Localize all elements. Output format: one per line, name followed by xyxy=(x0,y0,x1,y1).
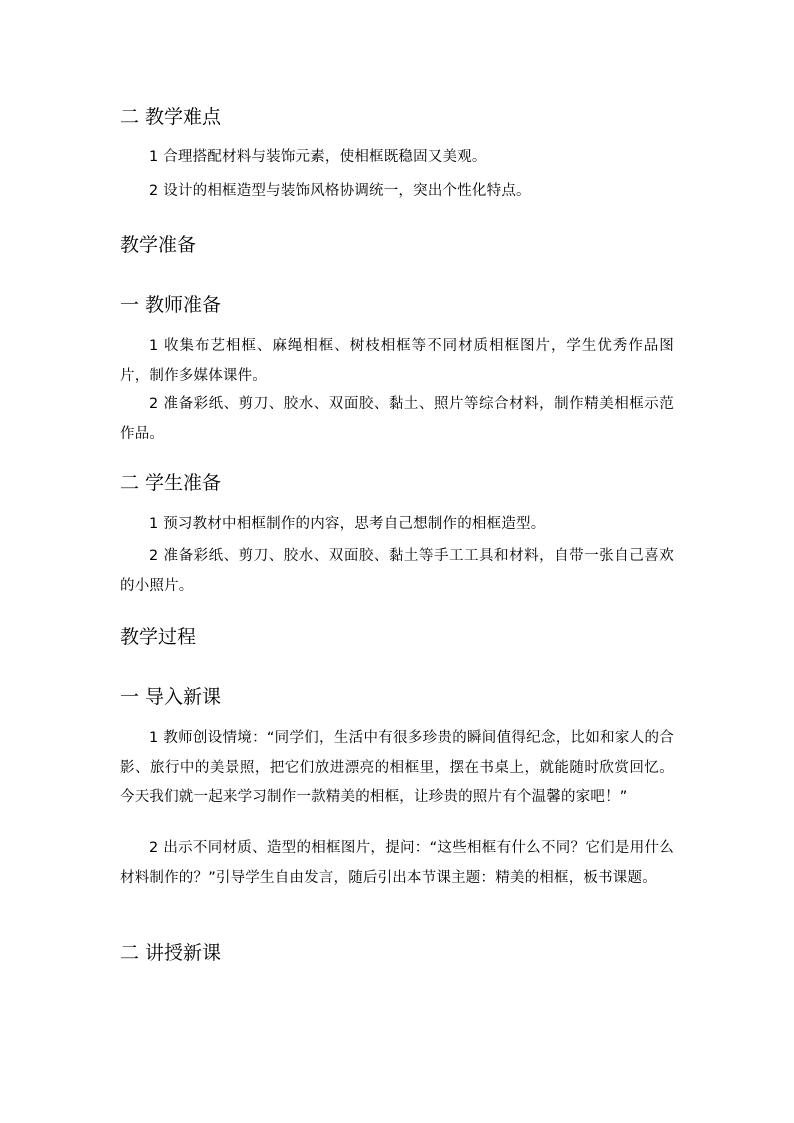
subsection-heading-intro: 一 导入新课 xyxy=(120,686,222,708)
section-heading-process: 教学过程 xyxy=(120,626,197,648)
teacher-prep-item-1: 1 收集布艺相框、麻绳相框、树枝相框等不同材质相框图片，学生优秀作品图片，制作多媒体课件。 xyxy=(120,338,674,384)
intro-item-2: 2 出示不同材质、造型的相框图片，提问：“这些相框有什么不同？它们是用什么材料制作的？”引导学生自由发言，随后引出本节课主题：精美的相框，板书课题。 xyxy=(120,840,674,886)
subsection-heading-teacher-preparation: 一 教师准备 xyxy=(120,294,222,316)
section-heading-preparation: 教学准备 xyxy=(120,234,197,256)
intro-item-1: 1 教师创设情境：“同学们，生活中有很多珍贵的瞬间值得纪念，比如和家人的合影、旅行中的美景照，把它们放进漂亮的相框里，摆在书桌上，就能随时欣赏回忆。今天我们就一起来学习制作一款精美的相框，让珍贵的照片有个温馨的家吧！” xyxy=(120,730,674,805)
student-prep-item-2: 2 准备彩纸、剪刀、胶水、双面胶、黏土等手工工具和材料，自带一张自己喜欢的小照片。 xyxy=(120,548,674,594)
section-heading-teaching-difficulties: 二 教学难点 xyxy=(120,106,222,128)
subsection-heading-student-preparation: 二 学生准备 xyxy=(120,472,222,494)
subsection-heading-new-lesson: 二 讲授新课 xyxy=(120,942,222,964)
teacher-prep-item-2: 2 准备彩纸、剪刀、胶水、双面胶、黏土、照片等综合材料，制作精美相框示范作品。 xyxy=(120,396,674,442)
difficulty-item-1: 1 合理搭配材料与装饰元素，使相框既稳固又美观。 xyxy=(149,149,487,165)
difficulty-item-2: 2 设计的相框造型与装饰风格协调统一，突出个性化特点。 xyxy=(149,183,531,199)
student-prep-item-1: 1 预习教材中相框制作的内容，思考自己想制作的相框造型。 xyxy=(149,516,546,532)
